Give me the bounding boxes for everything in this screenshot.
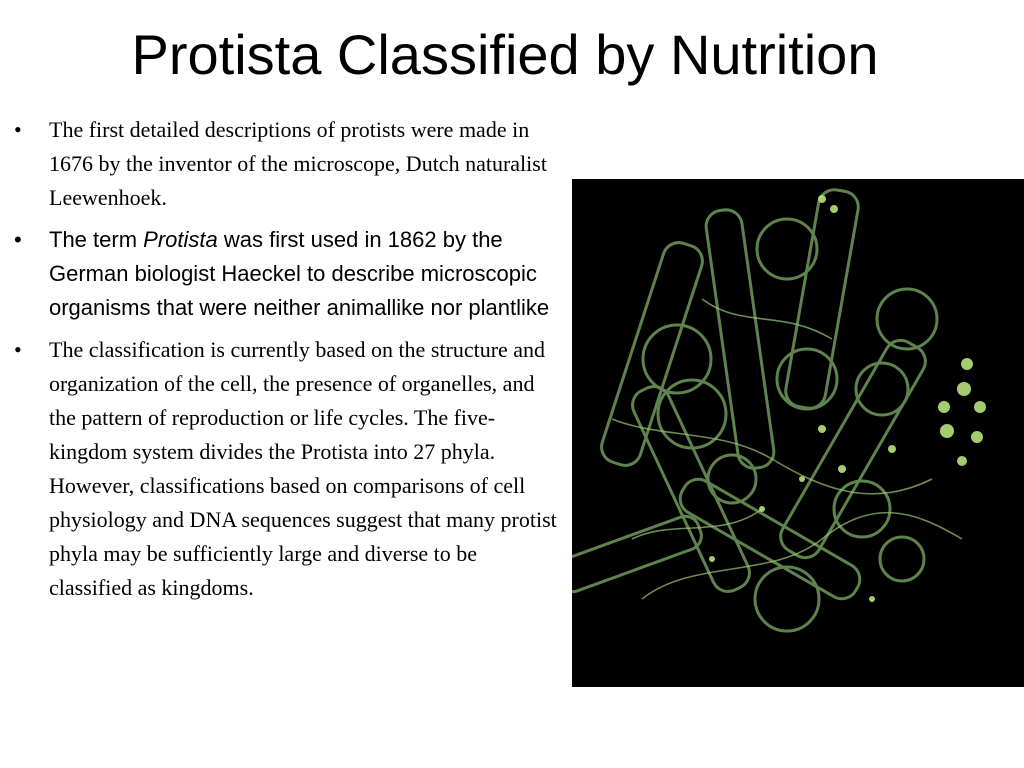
- bullet-text: The first detailed descriptions of protists were made in 1676 by the inventor of the microscope, Dutch naturalist Leewenhoek.: [49, 117, 547, 210]
- protist-micrograph: [572, 179, 1024, 687]
- bullet-text: The classification is currently based on the structure and organization of the cell, the presence of organelles, and the pattern of reproduction or life cycles. The five-kingdom system divides the Protista into 27 phyla. However, classifications based on comparisons of cell physiology and DNA sequences suggest that many protist phyla may be sufficiently large and diverse to be classified as kingdoms.: [49, 337, 557, 600]
- bullet-marker: •: [14, 227, 22, 252]
- bullet-text-post: was first used in 1862 by the German biologist Haeckel to describe microscopic organisms that were neither animallike nor plantlike: [49, 227, 550, 320]
- micrograph-illustration: [572, 179, 1024, 687]
- slide-title: Protista Classified by Nutrition: [131, 23, 879, 86]
- bullet-list: [0, 113, 560, 613]
- bullet-item-2: [0, 223, 560, 325]
- bullet-text-pre: The term: [49, 227, 144, 252]
- bullet-text-emphasis: Protista: [143, 227, 218, 252]
- bullet-marker: •: [14, 117, 22, 142]
- bullet-item-3: [0, 333, 560, 605]
- bullet-marker: •: [14, 337, 22, 362]
- bullet-item-1: [0, 113, 560, 215]
